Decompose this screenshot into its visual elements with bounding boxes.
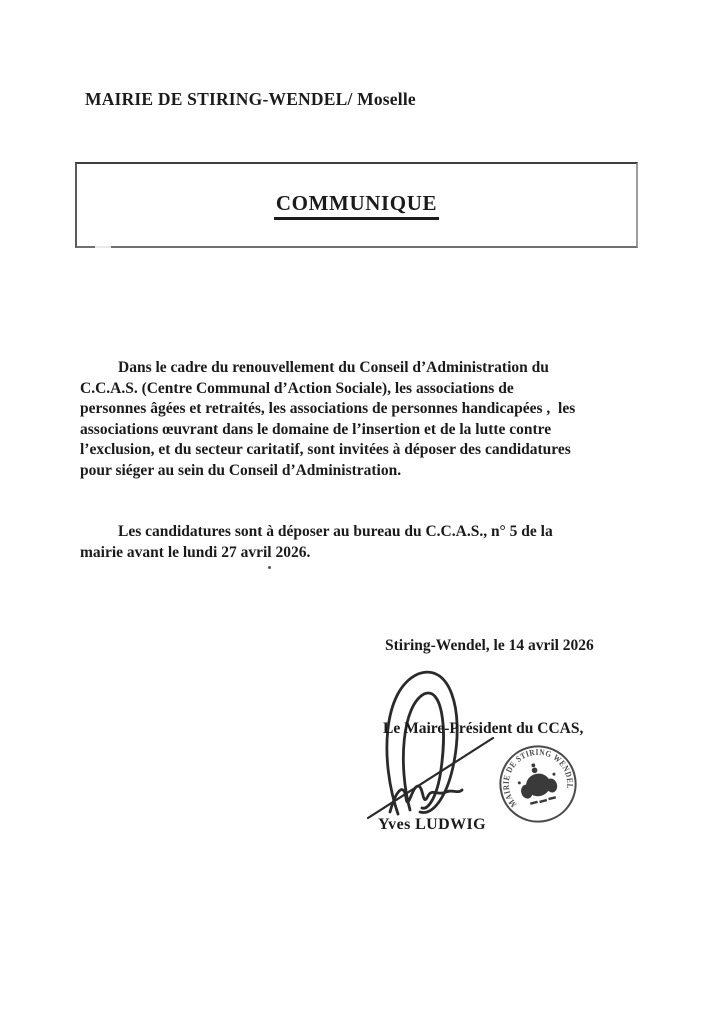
body-paragraph-1 [80,358,575,481]
communique-title-box [75,162,638,248]
scan-artifact-border-gap [95,245,111,249]
document-title: COMMUNIQUE [274,191,439,220]
paragraph-line: personnes âgées et retraités, les associations de personnes handicapées , les [80,400,576,417]
body-paragraph-2 [80,522,553,563]
dateline: Stiring-Wendel, le 14 avril 2026 [385,637,594,654]
stamp-crest [514,759,561,807]
paragraph-line: pour siéger au sein du Conseil d’Administration. [80,461,402,479]
paragraph-line: Les candidatures sont à déposer au bureau du C.C.A.S., n° 5 de la [118,523,553,540]
signatory-name: Yves LUDWIG [378,816,486,833]
handwritten-signature [358,662,508,822]
paragraph-line: C.C.A.S. (Centre Communal d’Action Sociale), les associations de [80,379,514,397]
document-header: MAIRIE DE STIRING-WENDEL/ Moselle [85,89,416,109]
signature-role-line: Le Maire-Président du CCAS, [383,720,584,737]
stamp-arc-text: MAIRIE DE STIRING WENDEL [500,746,576,810]
scan-speck [268,566,271,569]
paragraph-line: associations œuvrant dans le domaine de l’insertion et de la lutte contre [80,420,552,438]
paragraph-line: Dans le cadre du renouvellement du Conseil d’Administration du [118,359,549,376]
paragraph-line: l’exclusion, et du secteur caritatif, sont invitées à déposer des candidatures [80,441,571,458]
paragraph-line: mairie avant le lundi 27 avril 2026. [80,543,311,561]
